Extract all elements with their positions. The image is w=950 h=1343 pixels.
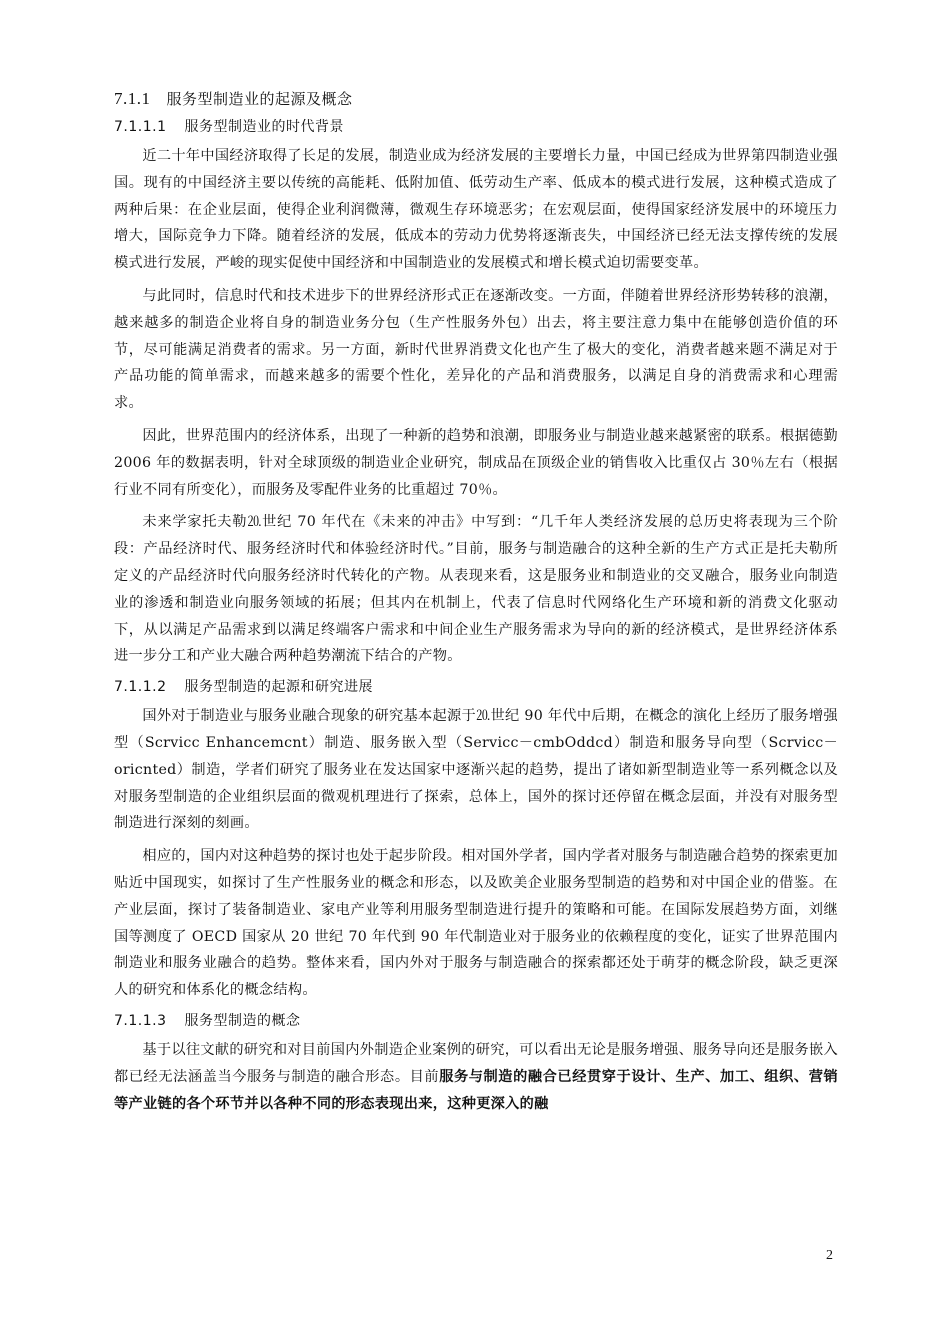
document-page — [114, 84, 838, 1123]
subsection-title-3: 服务型制造的概念 — [184, 1012, 301, 1029]
section-title: 服务型制造业的起源及概念 — [166, 90, 353, 108]
subsection-title-2: 服务型制造的起源和研究进展 — [184, 679, 373, 696]
section-number: 7.1.1 — [114, 89, 151, 108]
paragraph-text: 基于以往文献的研究和对目前国内外制造企业案例的研究，可以看出无论是服务增强、服务导向还是服务嵌入都已经无法涵盖当今服务与制造的融合形态。目前 — [114, 1041, 838, 1085]
subsection-number-3: 7.1.1.3 — [114, 1012, 167, 1029]
emphasized-text: 服务与制造的融合已经贯穿于设计、生产、加工、组织、营销等产业链的各个环节并以各种不同的形态表现出来，这种更深入的融 — [114, 1068, 838, 1112]
paragraph: 国外对于制造业与服务业融合现象的研究基本起源于⒛世纪 90 年代中后期，在概念的演化上经历了服务增强型（Scrvicc Enhancemcnt）制造、服务嵌入型（Servicc－cmbOddcd）制造和服务导向型（Scrvicc－oricnted）制造，学者们研究了服务业在发达国家中逐渐兴起的趋势，提出了诸如新型制造业等一系列概念以及对服务型制造的企业组织层面的微观机理进行了探索，总体上，国外的探讨还停留在概念层面，并没有对服务型制造进行深刻的刻画。 — [114, 708, 838, 832]
section-heading — [114, 88, 838, 110]
page-number: 2 — [826, 1248, 833, 1263]
paragraph: 近二十年中国经济取得了长足的发展，制造业成为经济发展的主要增长力量，中国已经成为世界第四制造业强国。现有的中国经济主要以传统的高能耗、低附加值、低劳动生产率、低成本的模式进行发展，这种模式造成了两种后果：在企业层面，使得企业利润微薄，微观生存环境恶劣；在宏观层面，使得国家经济发展中的环境压力增大，国际竞争力下降。随着经济的发展，低成本的劳动力优势将逐渐丧失，中国经济已经无法支撑传统的发展模式进行发展，严峻的现实促使中国经济和中国制造业的发展模式和增长模式迫切需要变革。 — [114, 148, 838, 272]
subsection-title-1: 服务型制造业的时代背景 — [184, 119, 344, 135]
subsection-number-1: 7.1.1.1 — [114, 119, 167, 135]
subsection-number-2: 7.1.1.2 — [114, 679, 167, 696]
subsection-heading-3 — [114, 1010, 838, 1032]
paragraph — [114, 1037, 838, 1117]
subsection-heading-2 — [114, 676, 838, 698]
paragraph: 与此同时，信息时代和技术进步下的世界经济形式正在逐渐改变。一方面，伴随着世界经济形势转移的浪潮，越来越多的制造企业将自身的制造业务分包（生产性服务外包）出去，将主要注意力集中在能够创造价值的环节，尽可能满足消费者的需求。另一方面，新时代世界消费文化也产生了极大的变化，消费者越来题不满足对于产品功能的简单需求，而越来越多的需要个性化，差异化的产品和消费服务，以满足自身的消费需求和心理需求。 — [114, 287, 838, 412]
subsection-heading-1 — [114, 116, 838, 138]
paragraph: 未来学家托夫勒⒛世纪 70 年代在《未来的冲击》中写到：“几千年人类经济发展的总历史将表现为三个阶段：产品经济时代、服务经济时代和体验经济时代。”目前，服务与制造融合的这种全新的生产方式正是托夫勒所定义的产品经济时代向服务经济时代转化的产物。从表现来看，这是服务业和制造业的交叉融合，服务业向制造业的渗透和制造业向服务领域的拓展；但其内在机制上，代表了信息时代网络化生产环境和新的消费文化驱动下，从以满足产品需求到以满足终端客户需求和中间企业生产服务需求为导向的新的经济模式，是世界经济体系进一步分工和产业大融合两种趋势潮流下结合的产物。 — [114, 514, 838, 665]
paragraph: 因此，世界范围内的经济体系，出现了一种新的趋势和浪潮，即服务业与制造业越来越紧密的联系。根据德勤 2006 年的数据表明，针对全球顶级的制造业企业研究，制成品在顶级企业的销售收入比重仅占 30％左右（根据行业不同有所变化），而服务及零配件业务的比重超过 70％。 — [114, 427, 838, 498]
paragraph: 相应的，国内对这种趋势的探讨也处于起步阶段。相对国外学者，国内学者对服务与制造融合趋势的探索更加贴近中国现实，如探讨了生产性服务业的概念和形态，以及欧美企业服务型制造的趋势和对中国企业的借鉴。在产业层面，探讨了装备制造业、家电产业等利用服务型制造进行提升的策略和可能。在国际发展趋势方面，刘继国等测度了 OECD 国家从 20 世纪 70 年代到 90 年代制造业对于服务业的依赖程度的变化，证实了世界范围内制造业和服务业融合的趋势。整体来看，国内外对于服务与制造融合的探索都还处于萌芽的概念阶段，缺乏更深人的研究和体系化的概念结构。 — [114, 848, 838, 999]
